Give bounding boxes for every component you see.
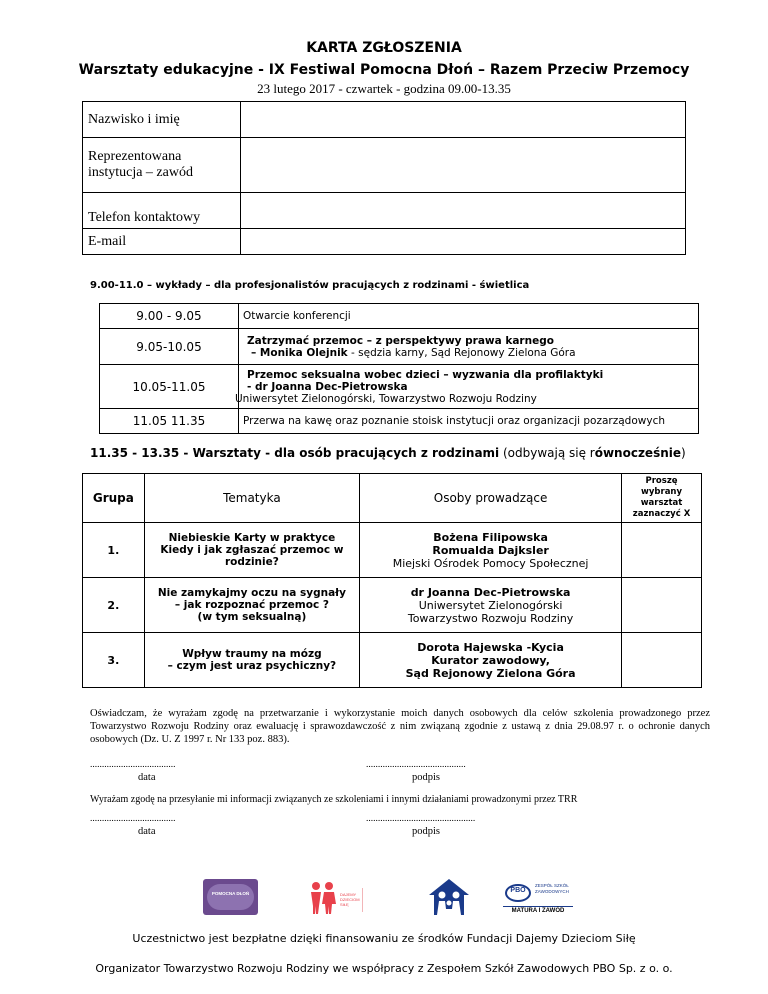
funding-note: Uczestnictwo jest bezpłatne dzięki finansowaniu ze środków Fundacji Dajemy Dzieciom Siłę [132, 932, 636, 945]
trr-family-logo [427, 877, 471, 917]
institution-label: Reprezentowana instytucja – zawód [83, 138, 241, 193]
topic-line: Nie zamykajmy oczu na sygnały [157, 587, 346, 599]
date-label-2: data [138, 826, 156, 837]
organizer-note: Organizator Towarzystwo Rozwoju Rodziny we współpracy z Zespołem Szkół Zawodowych PBO Sp. z o. o. [95, 962, 673, 975]
zsz-line: ZESPÓŁ SZKÓŁ [535, 883, 569, 888]
topic-line: – jak rozpoznać przemoc ? [174, 599, 329, 611]
leader-line: dr Joanna Dec-Pietrowska [410, 585, 571, 599]
signature-label-1: podpis [412, 772, 441, 783]
gdpr-declaration: Oświadczam, że wyrażam zgodę na przetwarzanie i wykorzystanie moich danych osobowych dla celów szkolenia prowadzonego przez Towarzystwo Rozwoju Rodziny oraz ewaluację i sprawozdawczość z nim związaną zgodnie z ustawą z dnia 29.08.97 r. o ochronie danych osobowych (Dz. U. Z 1997 r. Nr 133 poz. 883). [90, 708, 710, 745]
pomocna-dlon-logo [203, 879, 258, 915]
leader-line: Uniwersytet Zielonogórski [418, 598, 563, 612]
topic-line: Wpływ traumy na mózg [182, 648, 322, 660]
leader-line: Dorota Hajewska -Kycia [417, 640, 564, 654]
workshops-heading-bold: 11.35 - 13.35 - Warsztaty - dla osób pracujących z rodzinami [90, 446, 500, 460]
col-group: Grupa [83, 474, 145, 523]
lecture-speaker: – Monika Olejnik [251, 346, 348, 359]
form-row-email [83, 229, 686, 255]
workshop-leaders [360, 633, 622, 688]
lecture-affiliation: Uniwersytet Zielonogórski, Towarzystwo Rozwoju Rodziny [235, 392, 537, 405]
personal-data-table [82, 101, 686, 255]
form-title: KARTA ZGŁOSZENIA [306, 40, 462, 56]
dajemy-line: DAJEMY [340, 892, 357, 897]
lecture-row [100, 329, 699, 365]
workshop-row [83, 633, 702, 688]
lecture-row [100, 304, 699, 329]
zsz-line: ZAWODOWYCH [535, 889, 569, 894]
lecture-row [100, 365, 699, 409]
email-field[interactable] [241, 229, 686, 255]
dajemy-dzieciom-sile-logo [307, 880, 377, 916]
workshop-row [83, 578, 702, 633]
dajemy-text [340, 892, 360, 907]
col-mark: Proszę wybrany warsztat zaznaczyć X [622, 474, 702, 523]
date-line-1[interactable]: .................................... [90, 760, 176, 770]
lecture-line1: Przemoc seksualna wobec dzieci – wyzwania dla profilaktyki [247, 368, 604, 381]
lecture-time: 9.05-10.05 [100, 329, 239, 365]
workshop-leaders [360, 523, 622, 578]
topic-line: rodzinie? [224, 556, 279, 568]
topic-line: Niebieskie Karty w praktyce [168, 532, 336, 544]
zsz-text [535, 883, 569, 895]
lecture-line1: Zatrzymać przemoc – z perspektywy prawa karnego [247, 334, 554, 347]
workshop-select-box[interactable] [622, 523, 702, 578]
workshop-leaders [360, 578, 622, 633]
workshops-header-row [83, 474, 702, 523]
dajemy-divider [362, 888, 375, 912]
form-row-institution [83, 138, 686, 193]
workshop-select-box[interactable] [622, 633, 702, 688]
workshops-heading-end: ) [681, 446, 686, 460]
workshops-heading-normal: (odbywają się r [499, 446, 595, 460]
col-leaders: Osoby prowadzące [360, 474, 622, 523]
name-label: Nazwisko i imię [83, 102, 241, 138]
signature-line-1[interactable]: .......................................... [366, 760, 466, 770]
lecture-title [239, 329, 699, 365]
leader-line: Sąd Rejonowy Zielona Góra [405, 666, 576, 680]
event-date: 23 lutego 2017 - czwartek - godzina 09.00-13.35 [257, 81, 511, 96]
lecture-title [239, 304, 699, 329]
lecture-row [100, 409, 699, 434]
signature-line-2[interactable]: .............................................. [366, 814, 476, 824]
lectures-heading: 9.00-11.0 – wykłady – dla profesjonalistów pracujących z rodzinami - świetlica [90, 280, 530, 291]
lecture-time: 9.00 - 9.05 [100, 304, 239, 329]
lecture-affiliation: - sędzia karny, Sąd Rejonowy Zielona Góra [347, 346, 576, 359]
lecture-time: 10.05-11.05 [100, 365, 239, 409]
date-line-2[interactable]: .................................... [90, 814, 176, 824]
newsletter-consent: Wyrażam zgodę na przesyłanie mi informacji związanych ze szkoleniami i innymi działaniami prowadzonymi przez TRR [90, 794, 578, 805]
workshops-heading-bold2: ównocześnie [594, 446, 682, 460]
workshop-select-box[interactable] [622, 578, 702, 633]
family-icon [427, 877, 471, 917]
lecture-line1: Otwarcie konferencji [243, 310, 351, 322]
workshops-table [82, 473, 702, 688]
workshop-group: 2. [83, 578, 145, 633]
form-row-name [83, 102, 686, 138]
children-icon [307, 880, 339, 916]
workshop-topic [144, 633, 359, 688]
signature-label-2: podpis [412, 826, 441, 837]
lecture-time: 11.05 11.35 [100, 409, 239, 434]
leader-line: Romualda Dajksler [432, 543, 549, 557]
topic-line: (w tym seksualną) [197, 611, 307, 623]
workshop-topic [144, 523, 359, 578]
pomocna-text: POMOCNA DŁOŃ [211, 891, 250, 896]
workshops-heading [90, 446, 686, 460]
email-label: E-mail [83, 229, 241, 255]
leader-line: Miejski Ośrodek Pomocy Społecznej [392, 556, 589, 570]
workshop-row [83, 523, 702, 578]
dajemy-line: DZIECIOM [340, 897, 360, 902]
institution-field[interactable] [241, 138, 686, 193]
col-topic: Tematyka [144, 474, 359, 523]
date-label-1: data [138, 772, 156, 783]
leader-line: Kurator zawodowy, [431, 653, 550, 667]
zsz-badge-text: PBO [510, 887, 526, 894]
topic-line: – czym jest uraz psychiczny? [167, 660, 337, 672]
leader-line: Bożena Filipowska [433, 530, 548, 544]
phone-field[interactable] [241, 193, 686, 229]
workshop-topic [144, 578, 359, 633]
lecture-title [235, 365, 699, 409]
dajemy-line: SIŁĘ [340, 902, 349, 907]
workshop-group: 3. [83, 633, 145, 688]
event-subtitle: Warsztaty edukacyjne - IX Festiwal Pomocna Dłoń – Razem Przeciw Przemocy [78, 62, 690, 78]
topic-line: Kiedy i jak zgłaszać przemoc w [160, 544, 344, 556]
name-field[interactable] [241, 102, 686, 138]
phone-label: Telefon kontaktowy [83, 193, 241, 229]
workshop-group: 1. [83, 523, 145, 578]
leader-line: Towarzystwo Rozwoju Rodziny [407, 611, 574, 625]
lecture-speaker: - dr Joanna Dec-Pietrowska [247, 380, 408, 393]
lecture-title: Przerwa na kawę oraz poznanie stoisk instytucji oraz organizacji pozarządowych [239, 409, 699, 434]
form-row-phone [83, 193, 686, 229]
zsz-motto: MATURA I ZAWÓD [503, 906, 573, 914]
lectures-table [99, 303, 699, 434]
zsz-pbo-logo [503, 880, 573, 916]
